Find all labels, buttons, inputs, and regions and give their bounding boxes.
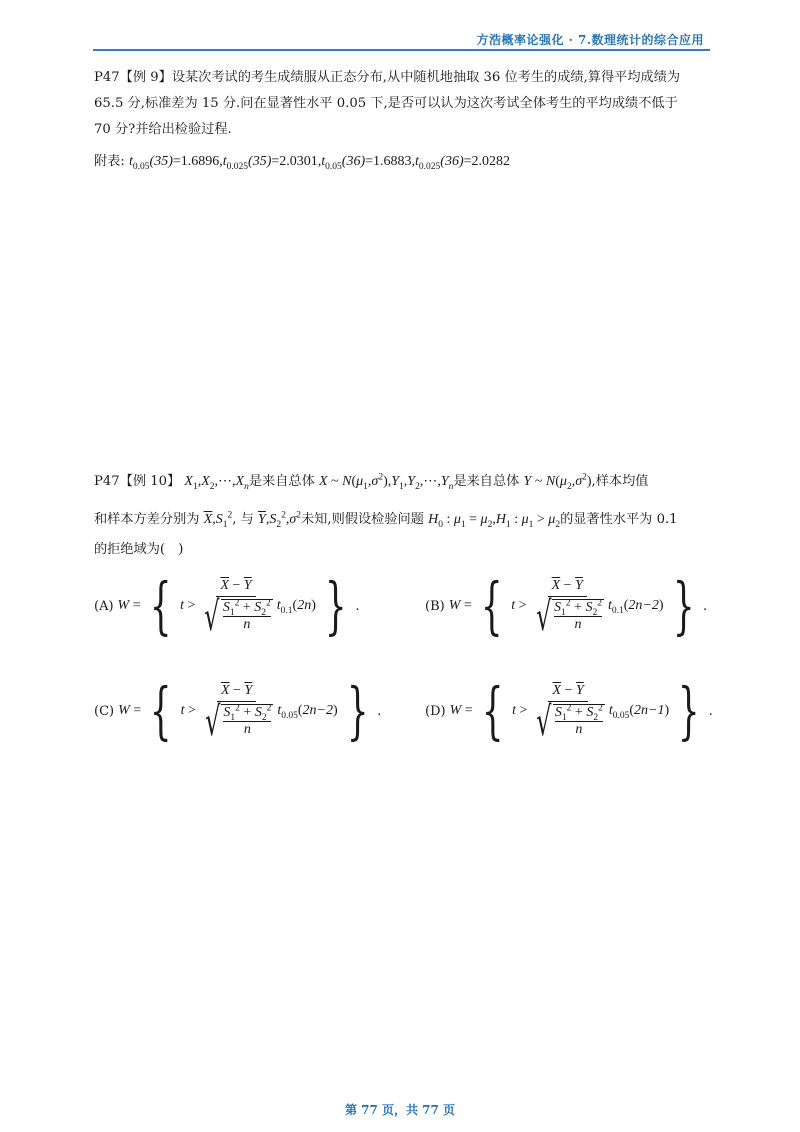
example-9-tag: P47【例 9】 bbox=[94, 70, 172, 85]
example-9 bbox=[94, 65, 706, 175]
example-9-line-1: P47【例 9】设某次考试的考生成绩服从正态分布,从中随机地抽取 36 位考生的成绩,算得平均成绩为 bbox=[94, 70, 681, 85]
table-values: $t_{0.05}(35)=1.6896,t_{0.025}(35)=2.0301,t_{0.05}(36)=1.6883,t_{0.025}(36)=2.0282$ bbox=[129, 154, 511, 172]
header-rule bbox=[93, 49, 710, 51]
example-9-table: 附表: $t_{0.05}(35)=1.6896,t_{0.025}(35)=2.0301,t_{0.05}(36)=1.6883,t_{0.025}(36)=2.0282$ bbox=[94, 154, 511, 172]
header-title: 方浩概率论强化 · 7.数理统计的综合应用 bbox=[476, 33, 704, 47]
option-b[interactable]: (B) W = { t > $\overline{X} - \overline{Y}$ √ $S_1^2 + S_2^2$ n $t_{0.1}(2n-2)$ } . bbox=[425, 569, 708, 642]
option-d[interactable]: (D) W = { t > $\overline{X} - \overline{Y}$ √ $S_1^2 + S_2^2$ n $t_{0.05}(2n-1)$ } . bbox=[425, 674, 713, 747]
page-footer: 第 77 页，共 77 页 bbox=[344, 1103, 456, 1117]
example-10-line-2: 和样本方差分别为 $\overline{X},S_1^2$, 与 $\overline{Y},S_2^2,\sigma^2$未知,则假设检验问题 $H_0$ : $\mu_1 = \mu_2,H_1$ : $\mu_1 > \mu_2$的显著性水平为 0.1 bbox=[94, 510, 678, 530]
option-c[interactable]: (C) W = { t > $\overline{X} - \overline{Y}$ √ $S_1^2 + S_2^2$ n $t_{0.05}(2n-2)$ } . bbox=[94, 674, 382, 747]
example-10 bbox=[94, 467, 706, 565]
example-9-line-3: 70 分?并给出检验过程. bbox=[94, 122, 232, 137]
example-10-tag: P47【例 10】 bbox=[94, 474, 181, 489]
example-10-line-1: P47【例 10】 $X_1,X_2,\cdots,X_n$是来自总体 X ~ $N(\mu_1,\sigma^2),Y_1,Y_2,\cdots,Y_n$是来自总体 Y ~ $N(\mu_2,\sigma^2)$,样本均值 bbox=[94, 472, 649, 492]
option-a[interactable]: (A) W = { t > $\overline{X} - \overline{Y}$ √ $S_1^2 + S_2^2$ n $t_{0.1}(2n)$ } . bbox=[94, 569, 360, 642]
example-10-line-3: 的拒绝域为( ) bbox=[94, 542, 184, 557]
example-9-line-2: 65.5 分,标准差为 15 分.问在显著性水平 0.05 下,是否可以认为这次考试全体考生的平均成绩不低于 bbox=[94, 96, 678, 111]
